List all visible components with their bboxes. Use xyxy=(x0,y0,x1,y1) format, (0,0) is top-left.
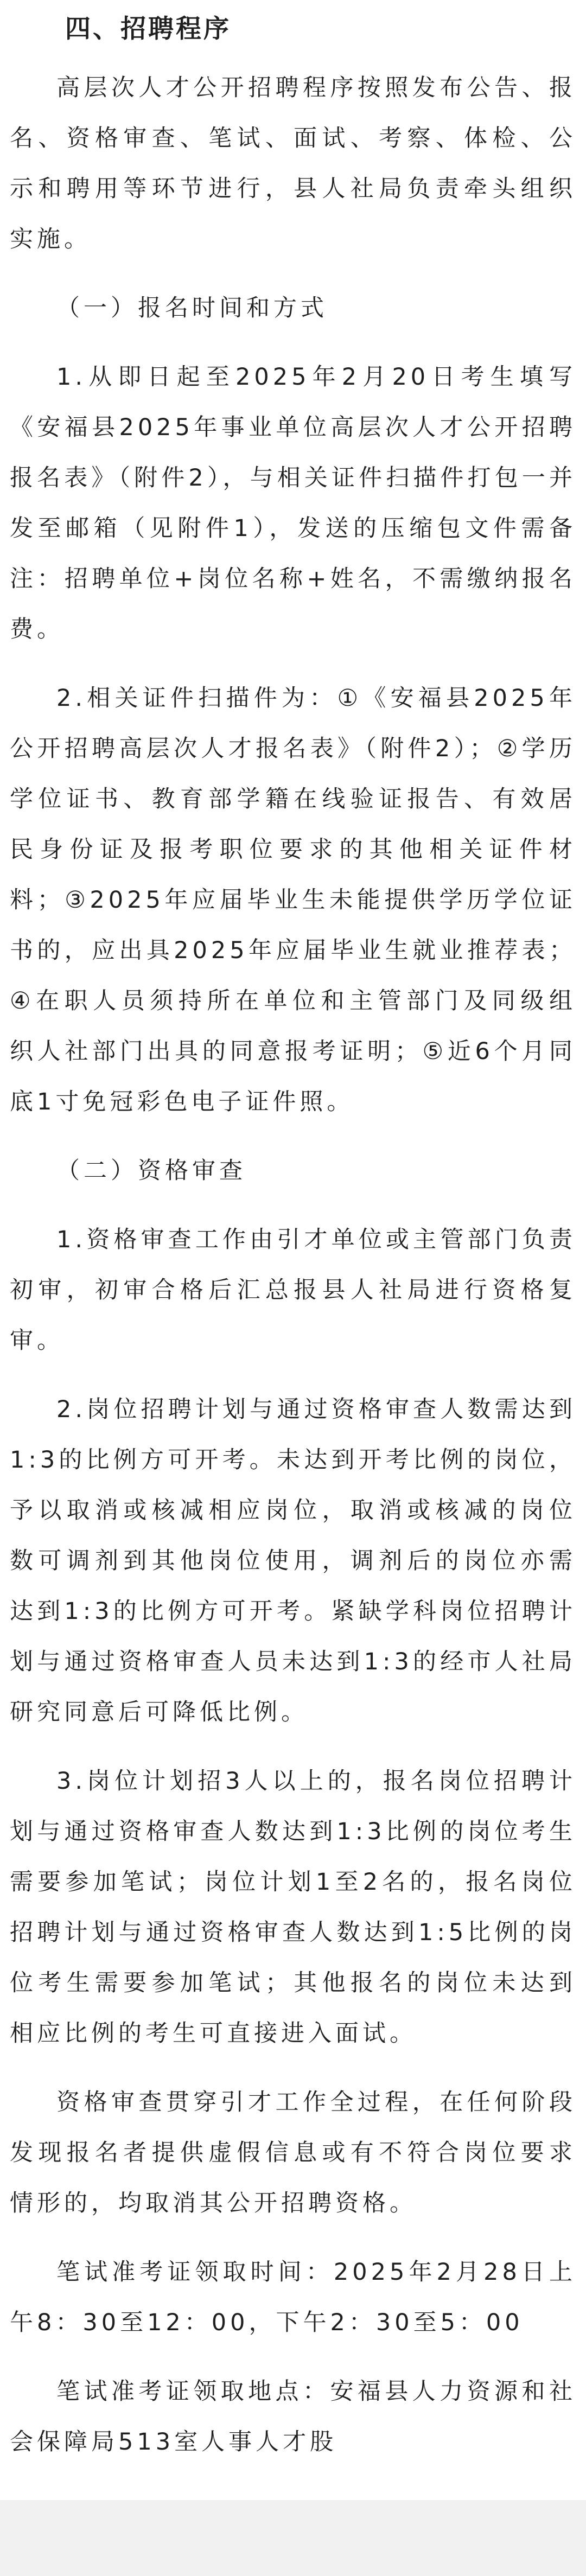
registration-paragraph-1: 1.从即日起至2025年2月20日考生填写《安福县2025年事业单位高层次人才公开招聘报名表》（附件2），与相关证件扫描件打包一并发至邮箱（见附件1），发送的压缩包文件需备注：招聘单位+岗位名称+姓名，不需缴纳报名费。 xyxy=(10,364,576,643)
exam-ticket-place: 笔试准考证领取地点：安福县人力资源和社会保障局513室人事人才股 xyxy=(10,2378,576,2456)
footer-band xyxy=(0,2500,586,2576)
subsection-title-registration: （一）报名时间和方式 xyxy=(56,295,328,322)
qualification-paragraph-2: 2.岗位招聘计划与通过资格审查人数需达到1:3的比例方可开考。未达到开考比例的岗位，予以取消或核减相应岗位，取消或核减的岗位数可调剂到其他岗位使用，调剂后的岗位亦需达到1:3的比例方可开考。紧缺学科岗位招聘计划与通过资格审查人员未达到1:3的经市人社局研究同意后可降低比例。 xyxy=(10,1396,576,1726)
qualification-paragraph-4: 资格审查贯穿引才工作全过程，在任何阶段发现报名者提供虚假信息或有不符合岗位要求情形的，均取消其公开招聘资格。 xyxy=(10,2089,576,2217)
qualification-paragraph-1: 1.资格审查工作由引才单位或主管部门负责初审，初审合格后汇总报县人社局进行资格复审。 xyxy=(10,1226,576,1354)
section-title: 四、招聘程序 xyxy=(65,14,231,44)
registration-paragraph-2: 2.相关证件扫描件为：①《安福县2025年公开招聘高层次人才报名表》（附件2）；②学历学位证书、教育部学籍在线验证报告、有效居民身份证及报考职位要求的其他相关证件材料；③2025年应届毕业生未能提供学历学位证书的，应出具2025年应届毕业生就业推荐表；④在职人员须持所在单位和主管部门及同级组织人社部门出具的同意报考证明；⑤近6个月同底1寸免冠彩色电子证件照。 xyxy=(10,685,576,1115)
qualification-paragraph-3: 3.岗位计划招3人以上的，报名岗位招聘计划与通过资格审查人数达到1:3比例的岗位考生需要参加笔试；岗位计划1至2名的，报名岗位招聘计划与通过资格审查人数达到1:5比例的岗位考生需要参加笔试；其他报名的岗位未达到相应比例的考生可直接进入面试。 xyxy=(10,1768,576,2047)
exam-ticket-time: 笔试准考证领取时间：2025年2月28日上午8：30至12：00，下午2：30至5：00 xyxy=(10,2259,576,2336)
subsection-title-qualification: （二）资格审查 xyxy=(56,1157,246,1184)
intro-paragraph: 高层次人才公开招聘程序按照发布公告、报名、资格审查、笔试、面试、考察、体检、公示和聘用等环节进行，县人社局负责牵头组织实施。 xyxy=(10,74,576,253)
